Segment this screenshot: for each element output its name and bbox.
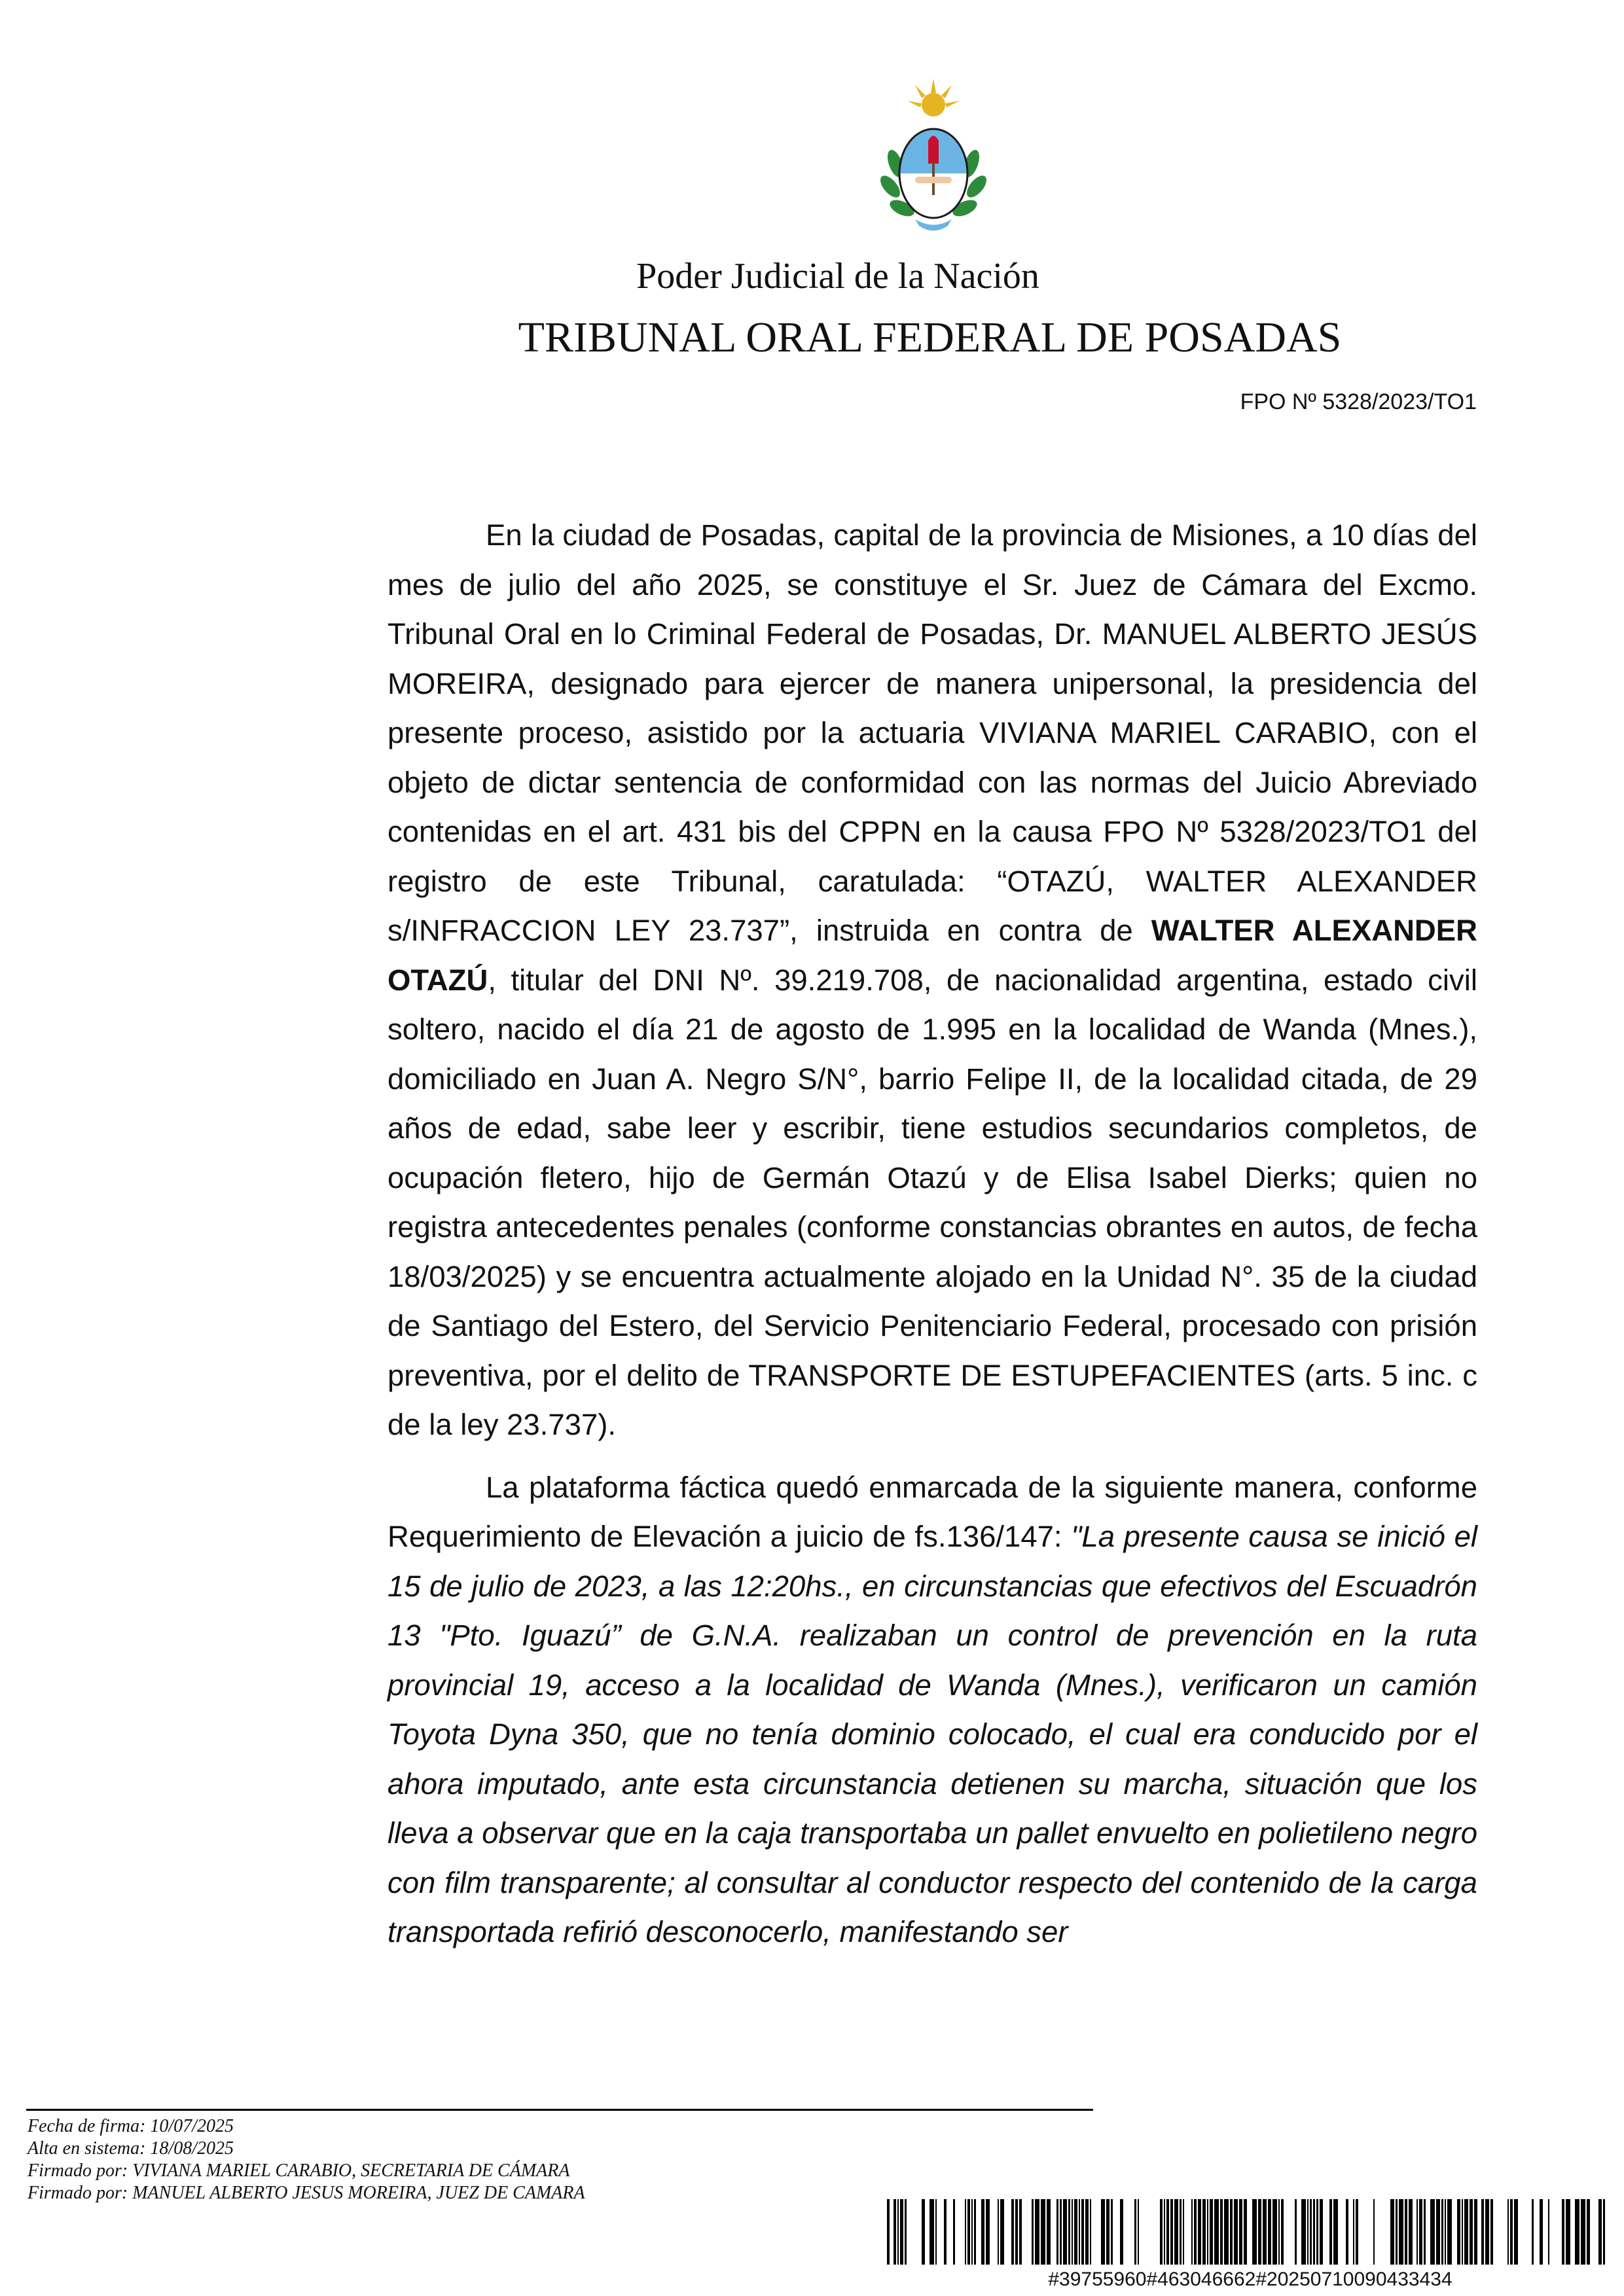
org-name: Poder Judicial de la Nación <box>636 256 1039 296</box>
document-body <box>388 511 1477 1970</box>
system-date: Alta en sistema: 18/08/2025 <box>27 2138 234 2159</box>
signed-by-secretary: Firmado por: VIVIANA MARIEL CARABIO, SECRETARIA DE CÁMARA <box>27 2161 570 2181</box>
p2-text-a: La plataforma fáctica quedó enmarcada de la siguiente manera, conforme Requerimiento de Elevación a juicio de fs.136/147: <box>388 1470 1477 1553</box>
p1-text-b: , titular del DNI Nº. 39.219.708, de nacionalidad argentina, estado civil soltero, nacido el día 21 de agosto de 1.995 en la localidad de Wanda (Mnes.), domiciliado en Juan A. Negro S/N°, barrio Felipe II, de la localidad citada, de 29 años de edad, sabe leer y escribir, tiene estudios secundarios completos, de ocupación fletero, hijo de Germán Otazú y de Elisa Isabel Dierks; quien no registra antecedentes penales (conforme constancias obrantes en autos, de fecha 18/03/2025) y se encuentra actualmente alojado en la Unidad N°. 35 de la ciudad de Santiago del Estero, del Servicio Penitenciario Federal, procesado con prisión preventiva, por el delito de TRANSPORTE DE ESTUPEFACIENTES (arts. 5 inc. c de la ley 23.737). <box>388 963 1477 1441</box>
paragraph-1 <box>388 511 1477 1450</box>
p1-text-a: En la ciudad de Posadas, capital de la provincia de Misiones, a 10 días del mes de julio del año 2025, se constituye el Sr. Juez de Cámara del Excmo. Tribunal Oral en lo Criminal Federal de Posadas, Dr. MANUEL ALBERTO JESÚS MOREIRA, designado para ejercer de manera unipersonal, la presidencia del presente proceso, asistido por la actuaria VIVIANA MARIEL CARABIO, con el objeto de dictar sentencia de conformidad con las normas del Juicio Abreviado contenidas en el art. 431 bis del CPPN en la causa FPO Nº 5328/2023/TO1 del registro de este Tribunal, caratulada: “OTAZÚ, WALTER ALEXANDER s/INFRACCION LEY 23.737”, instruida en contra de <box>388 518 1477 947</box>
p2-quote: "La presente causa se inició el 15 de julio de 2023, a las 12:20hs., en circunstancias que efectivos del Escuadrón 13 "Pto. Iguazú” de G.N.A. realizaban un control de prevención en la ruta provincial 19, acceso a la localidad de Wanda (Mnes.), verificaron un camión Toyota Dyna 350, que no tenía dominio colocado, el cual era conducido por el ahora imputado, ante esta circunstancia detienen su marcha, situación que los lleva a observar que en la caja transportaba un pallet envuelto en polietileno negro con film transparente; al consultar al conductor respecto del contenido de la carga transportada refirió desconocerlo, manifestando ser <box>388 1520 1477 1948</box>
argentina-coat-of-arms-icon <box>876 79 991 236</box>
footer-divider <box>26 2109 1093 2111</box>
case-reference: FPO Nº 5328/2023/TO1 <box>1240 389 1477 414</box>
signed-by-judge: Firmado por: MANUEL ALBERTO JESUS MOREIRA, JUEZ DE CAMARA <box>27 2183 585 2203</box>
signature-date: Fecha de firma: 10/07/2025 <box>27 2116 234 2136</box>
signature-footer <box>27 2115 585 2204</box>
barcode-number: #39755960#463046662#20250710090433434 <box>1048 2269 1453 2290</box>
defendant-name: WALTER ALEXANDER OTAZÚ <box>388 914 1478 997</box>
barcode-icon <box>887 2199 1614 2265</box>
court-name: TRIBUNAL ORAL FEDERAL DE POSADAS <box>518 314 1342 361</box>
paragraph-2 <box>388 1463 1477 1957</box>
